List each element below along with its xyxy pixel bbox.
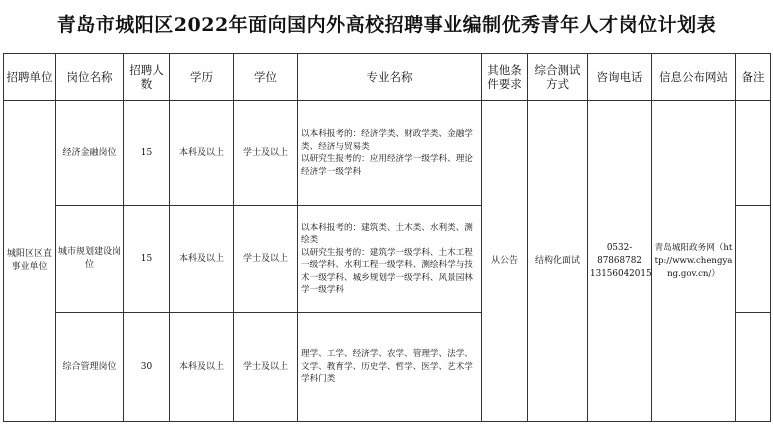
page-title: 青岛市城阳区2022年面向国内外高校招聘事业编制优秀青年人才岗位计划表 — [56, 14, 717, 36]
position-plan-table — [3, 53, 771, 422]
header-degree: 学位 — [234, 54, 298, 101]
header-remark: 备注 — [736, 54, 771, 101]
cell-position: 城市规划建设岗位 — [56, 206, 124, 313]
cell-position: 综合管理岗位 — [56, 313, 124, 422]
cell-count: 15 — [124, 101, 170, 206]
header-position: 岗位名称 — [56, 54, 124, 101]
cell-count: 30 — [124, 313, 170, 422]
cell-education: 本科及以上 — [170, 313, 234, 422]
header-unit: 招聘单位 — [4, 54, 56, 101]
cell-count: 15 — [124, 206, 170, 313]
cell-remark — [736, 101, 771, 206]
cell-position: 经济金融岗位 — [56, 101, 124, 206]
cell-test: 结构化面试 — [528, 101, 588, 422]
table-header-row — [4, 54, 771, 101]
cell-degree: 学士及以上 — [234, 313, 298, 422]
cell-education: 本科及以上 — [170, 206, 234, 313]
header-major: 专业名称 — [298, 54, 482, 101]
header-education: 学历 — [170, 54, 234, 101]
cell-major: 以本科报考的：经济学类、财政学类、金融学类、经济与贸易类 以研究生报考的：应用经济学一级学科、理论经济学一级学科 — [298, 101, 482, 206]
cell-remark — [736, 313, 771, 422]
cell-other: 从公告 — [482, 101, 528, 422]
cell-major: 理学、工学、经济学、农学、管理学、法学、文学、教育学、历史学、哲学、医学、艺术学学科门类 — [298, 313, 482, 422]
header-other: 其他条件要求 — [482, 54, 528, 101]
cell-remark — [736, 206, 771, 313]
cell-degree: 学士及以上 — [234, 206, 298, 313]
header-phone: 咨询电话 — [588, 54, 652, 101]
cell-major: 以本科报考的：建筑类、土木类、水利类、测绘类 以研究生报考的：建筑学一级学科、土木工程一级学科、水利工程一级学科、测绘科学与技术一级学科、城乡规划学一级学科、风景园林学一级学科 — [298, 206, 482, 313]
table-row — [4, 101, 771, 206]
cell-unit: 城阳区区直事业单位 — [4, 101, 56, 422]
header-count: 招聘人数 — [124, 54, 170, 101]
cell-website: 青岛城阳政务网（http://www.chengyang.gov.cn/） — [652, 101, 736, 422]
cell-education: 本科及以上 — [170, 101, 234, 206]
cell-degree: 学士及以上 — [234, 101, 298, 206]
header-test: 综合测试方式 — [528, 54, 588, 101]
cell-phone: 0532-87868782 13156042015 — [588, 101, 652, 422]
header-website: 信息公布网站 — [652, 54, 736, 101]
